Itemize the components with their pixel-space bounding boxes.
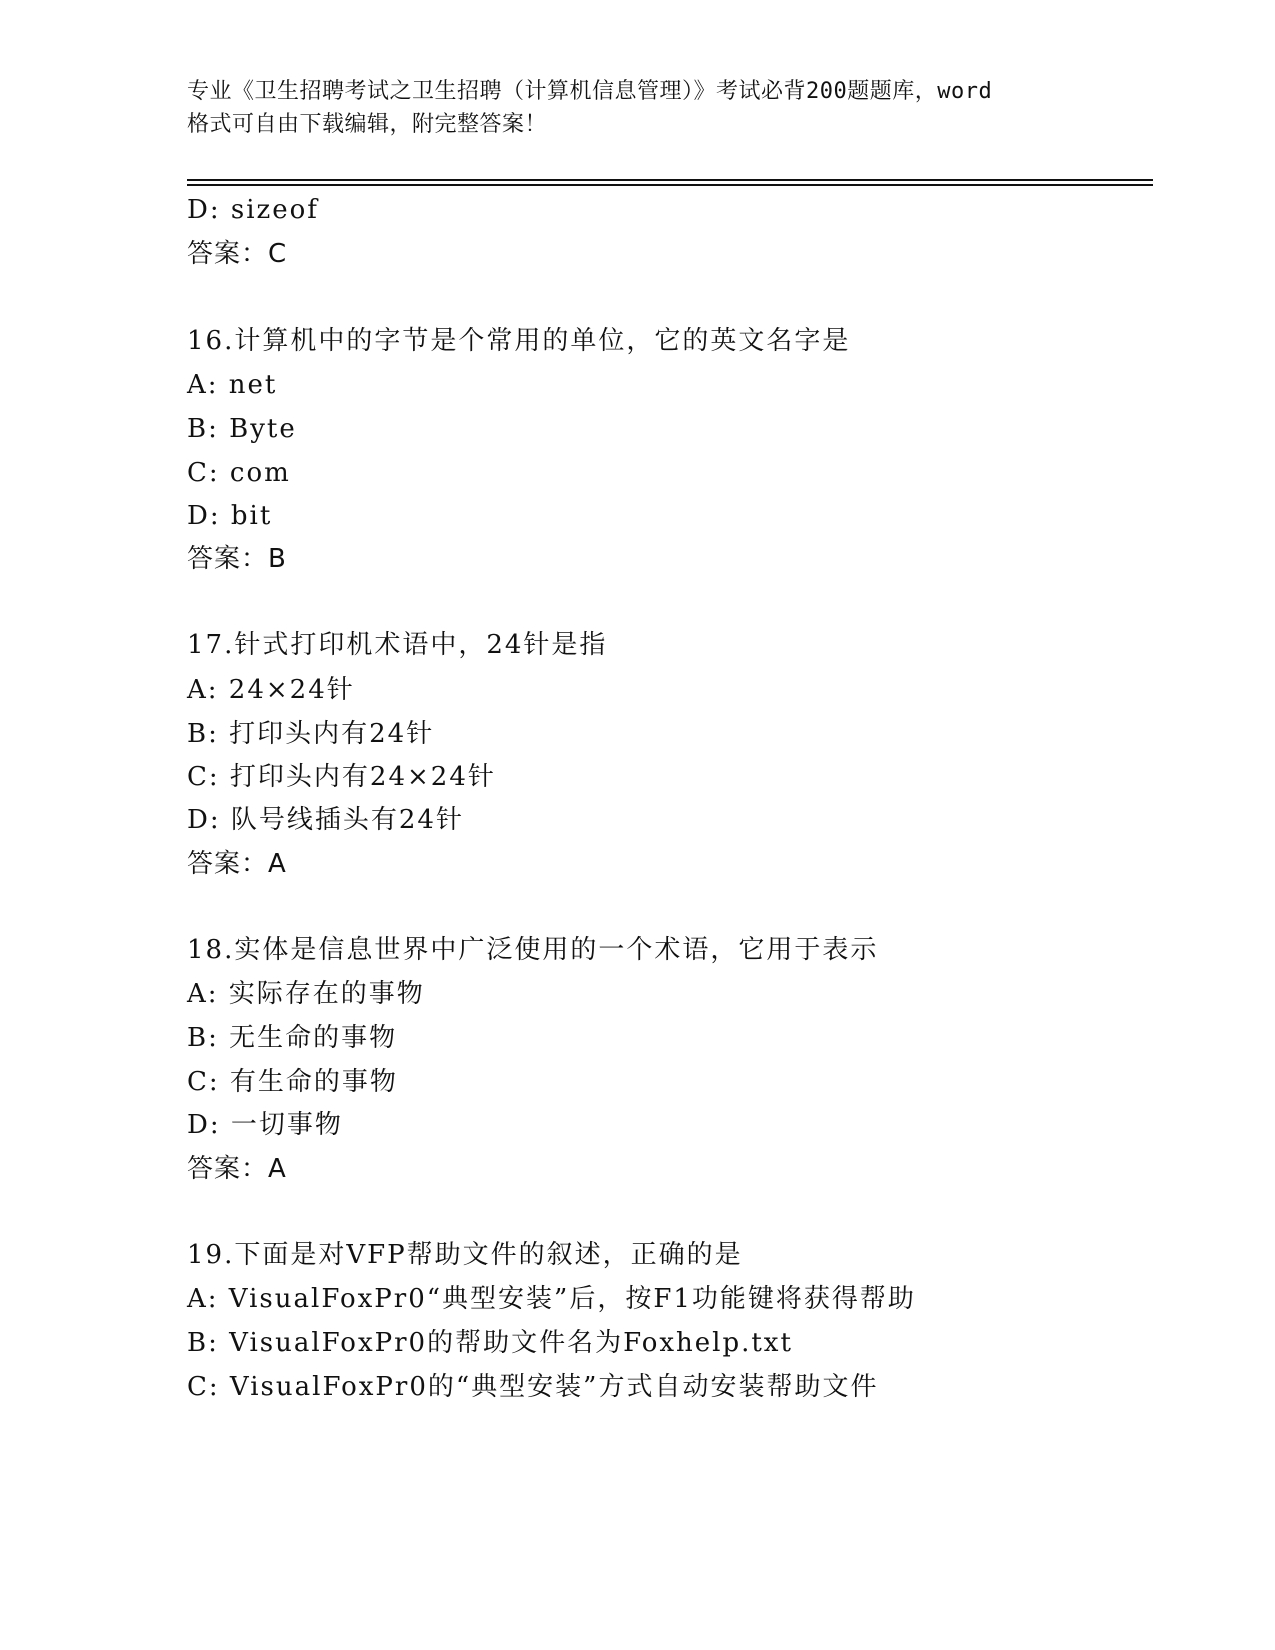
prev-answer: 答案：C <box>187 239 288 269</box>
q19-option-a: A: VisualFoxPr0“典型安装”后，按F1功能键将获得帮助 <box>187 1284 916 1314</box>
q16-option-b: B: Byte <box>187 414 297 444</box>
document-header <box>187 75 1087 141</box>
q18-option-d: D: 一切事物 <box>187 1110 343 1140</box>
q16-answer: 答案：B <box>187 544 287 574</box>
q18-option-b: B: 无生命的事物 <box>187 1023 398 1053</box>
header-divider-top <box>187 179 1153 181</box>
q17-option-d: D: 队号线插头有24针 <box>187 805 464 835</box>
q18-option-a: A: 实际存在的事物 <box>187 979 425 1009</box>
q18-option-c: C: 有生命的事物 <box>187 1067 398 1097</box>
q18-answer: 答案：A <box>187 1154 287 1184</box>
q16-question: 16.计算机中的字节是个常用的单位，它的英文名字是 <box>187 326 851 356</box>
q19-option-b: B: VisualFoxPr0的帮助文件名为Foxhelp.txt <box>187 1328 793 1358</box>
q16-option-c: C: com <box>187 458 291 488</box>
q16-option-a: A: net <box>187 370 278 400</box>
header-line-2: 格式可自由下载编辑，附完整答案！ <box>187 112 548 137</box>
q17-question: 17.针式打印机术语中，24针是指 <box>187 630 608 660</box>
header-divider-bottom <box>187 184 1153 186</box>
header-line-1: 专业《卫生招聘考试之卫生招聘（计算机信息管理）》考试必背200题题库，word <box>187 79 993 104</box>
prev-option-d: D: sizeof <box>187 195 319 225</box>
q18-question: 18.实体是信息世界中广泛使用的一个术语，它用于表示 <box>187 935 879 965</box>
q19-question: 19.下面是对VFP帮助文件的叙述，正确的是 <box>187 1240 743 1270</box>
q17-option-a: A: 24×24针 <box>187 675 355 705</box>
q17-option-c: C: 打印头内有24×24针 <box>187 762 496 792</box>
q17-answer: 答案：A <box>187 849 287 879</box>
q19-option-c: C: VisualFoxPr0的“典型安装”方式自动安装帮助文件 <box>187 1372 879 1402</box>
q17-option-b: B: 打印头内有24针 <box>187 719 435 749</box>
q16-option-d: D: bit <box>187 501 273 531</box>
